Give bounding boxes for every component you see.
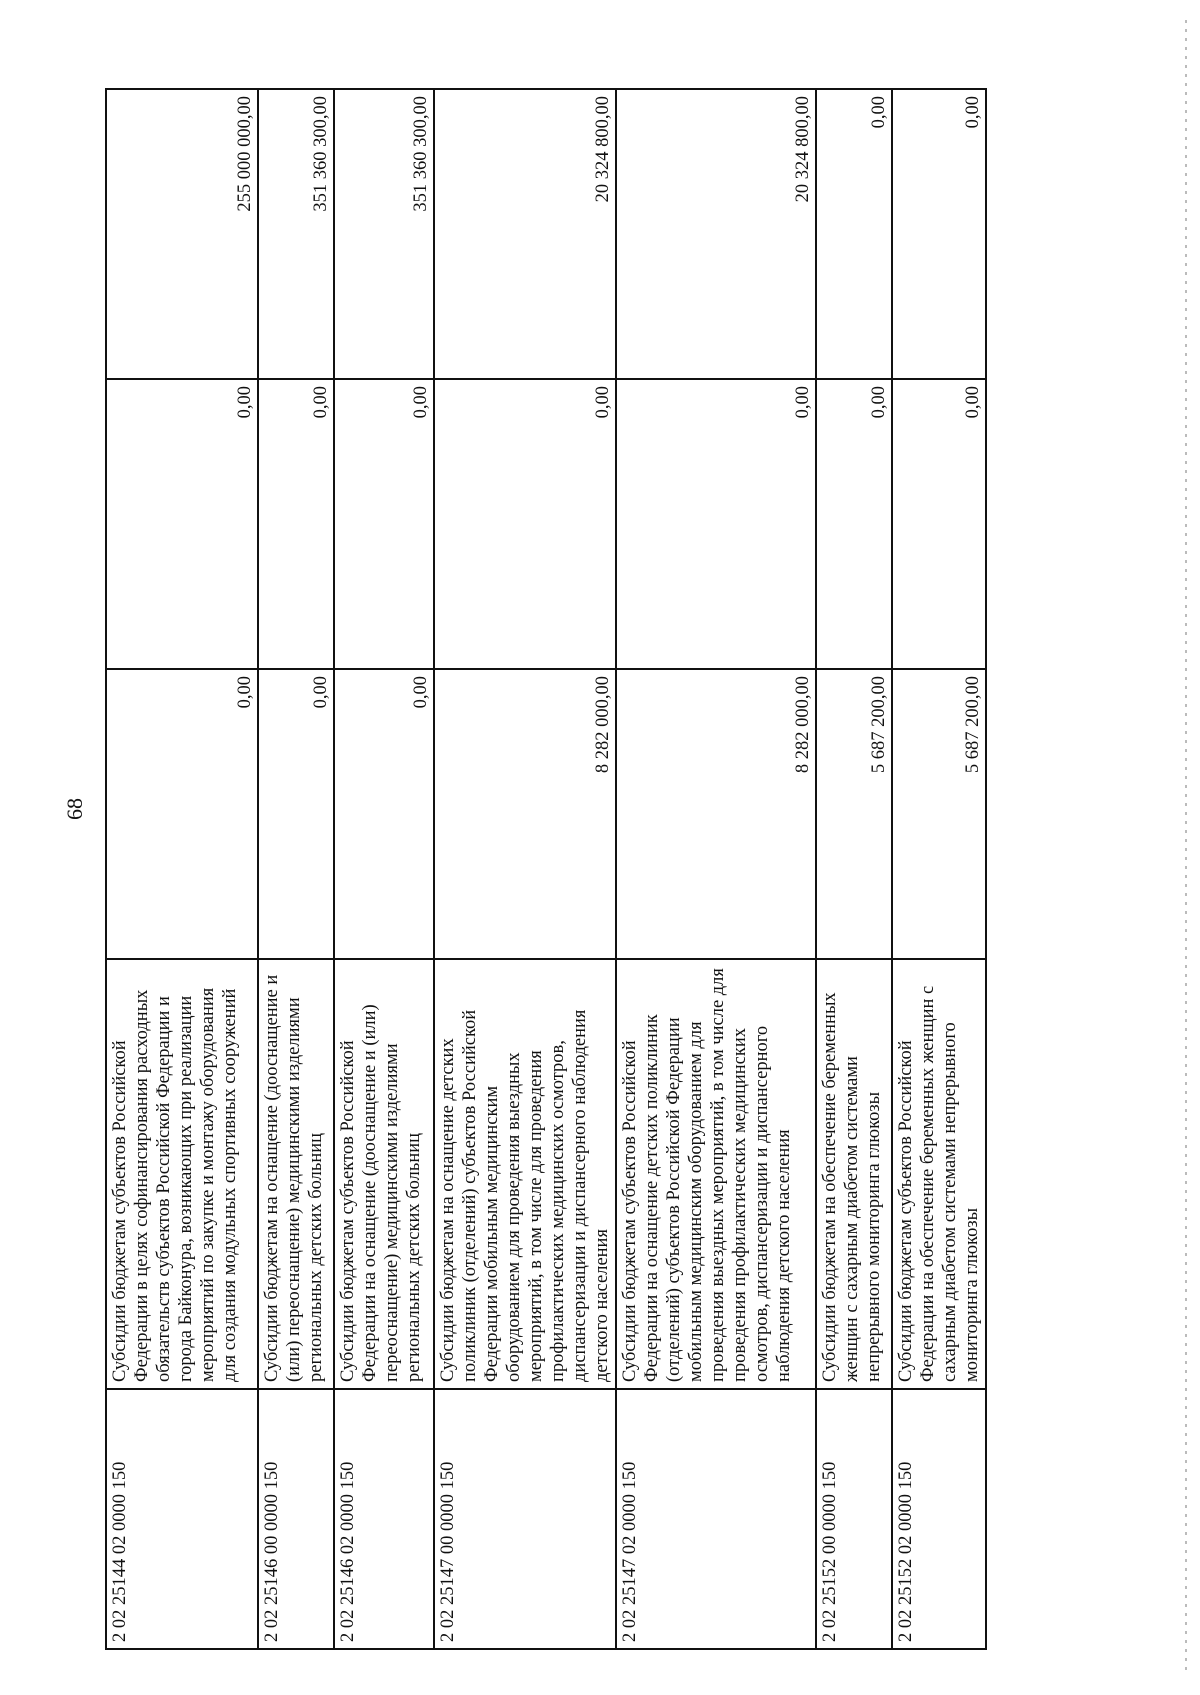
amount-cell: 0,00 — [434, 379, 616, 669]
amount-cell: 0,00 — [106, 669, 258, 959]
amount-cell: 351 360 300,00 — [334, 89, 434, 379]
budget-code-cell: 2 02 25147 00 0000 150 — [434, 1389, 616, 1649]
amount-cell: 5 687 200,00 — [892, 669, 986, 959]
table-row — [816, 89, 892, 1649]
table-row — [892, 89, 986, 1649]
amount-cell: 0,00 — [258, 379, 334, 669]
description-cell: Субсидии бюджетам субъектов Российской Федерации на обеспечение беременных женщин с сахарным диабетом системами непрерывного мониторинга глюкозы — [892, 959, 986, 1389]
table-row — [434, 89, 616, 1649]
amount-cell: 20 324 800,00 — [616, 89, 816, 379]
amount-cell: 0,00 — [334, 379, 434, 669]
amount-cell: 8 282 000,00 — [616, 669, 816, 959]
amount-cell: 351 360 300,00 — [258, 89, 334, 379]
amount-cell: 0,00 — [816, 379, 892, 669]
amount-cell: 20 324 800,00 — [434, 89, 616, 379]
page-number: 68 — [62, 798, 87, 820]
table-row — [616, 89, 816, 1649]
amount-cell: 0,00 — [106, 379, 258, 669]
budget-code-cell: 2 02 25152 02 0000 150 — [892, 1389, 986, 1649]
table-row — [106, 89, 258, 1649]
budget-code-cell: 2 02 25146 00 0000 150 — [258, 1389, 334, 1649]
amount-cell: 0,00 — [258, 669, 334, 959]
description-cell: Субсидии бюджетам субъектов Российской Федерации на оснащение (дооснащение и (или) переоснащение) медицинскими изделиями региональных детских больниц — [334, 959, 434, 1389]
amount-cell: 255 000 000,00 — [106, 89, 258, 379]
scan-edge-artifact — [1185, 20, 1187, 1670]
amount-cell: 0,00 — [616, 379, 816, 669]
rotated-table-wrapper — [105, 90, 983, 1650]
amount-cell: 0,00 — [816, 89, 892, 379]
budget-code-cell: 2 02 25144 02 0000 150 — [106, 1389, 258, 1649]
table-row — [334, 89, 434, 1649]
description-cell: Субсидии бюджетам на оснащение (дооснащение и (или) переоснащение) медицинскими изделиями региональных детских больниц — [258, 959, 334, 1389]
description-cell: Субсидии бюджетам субъектов Российской Федерации на оснащение детских поликлиник (отделений) субъектов Российской Федерации мобильным медицинским оборудованием для проведения выездных мероприятий, в том числе для проведения профилактических медицинских осмотров, диспансеризации и диспансерного наблюдения детского населения — [616, 959, 816, 1389]
budget-code-cell: 2 02 25146 02 0000 150 — [334, 1389, 434, 1649]
description-cell: Субсидии бюджетам субъектов Российской Федерации в целях софинансирования расходных обязательств субъектов Российской Федерации и города Байконура, возникающих при реализации мероприятий по закупке и монтажу оборудования для создания модульных спортивных сооружений — [106, 959, 258, 1389]
amount-cell: 0,00 — [892, 89, 986, 379]
amount-cell: 0,00 — [334, 669, 434, 959]
amount-cell: 0,00 — [892, 379, 986, 669]
description-cell: Субсидии бюджетам на оснащение детских поликлиник (отделений) субъектов Российской Федерации мобильным медицинским оборудованием для проведения выездных мероприятий, в том числе для проведения профилактических медицинских осмотров, диспансеризации и диспансерного наблюдения детского населения — [434, 959, 616, 1389]
budget-table — [105, 88, 987, 1650]
amount-cell: 8 282 000,00 — [434, 669, 616, 959]
budget-code-cell: 2 02 25152 00 0000 150 — [816, 1389, 892, 1649]
budget-code-cell: 2 02 25147 02 0000 150 — [616, 1389, 816, 1649]
description-cell: Субсидии бюджетам на обеспечение беременных женщин с сахарным диабетом системами непрерывного мониторинга глюкозы — [816, 959, 892, 1389]
amount-cell: 5 687 200,00 — [816, 669, 892, 959]
table-row — [258, 89, 334, 1649]
